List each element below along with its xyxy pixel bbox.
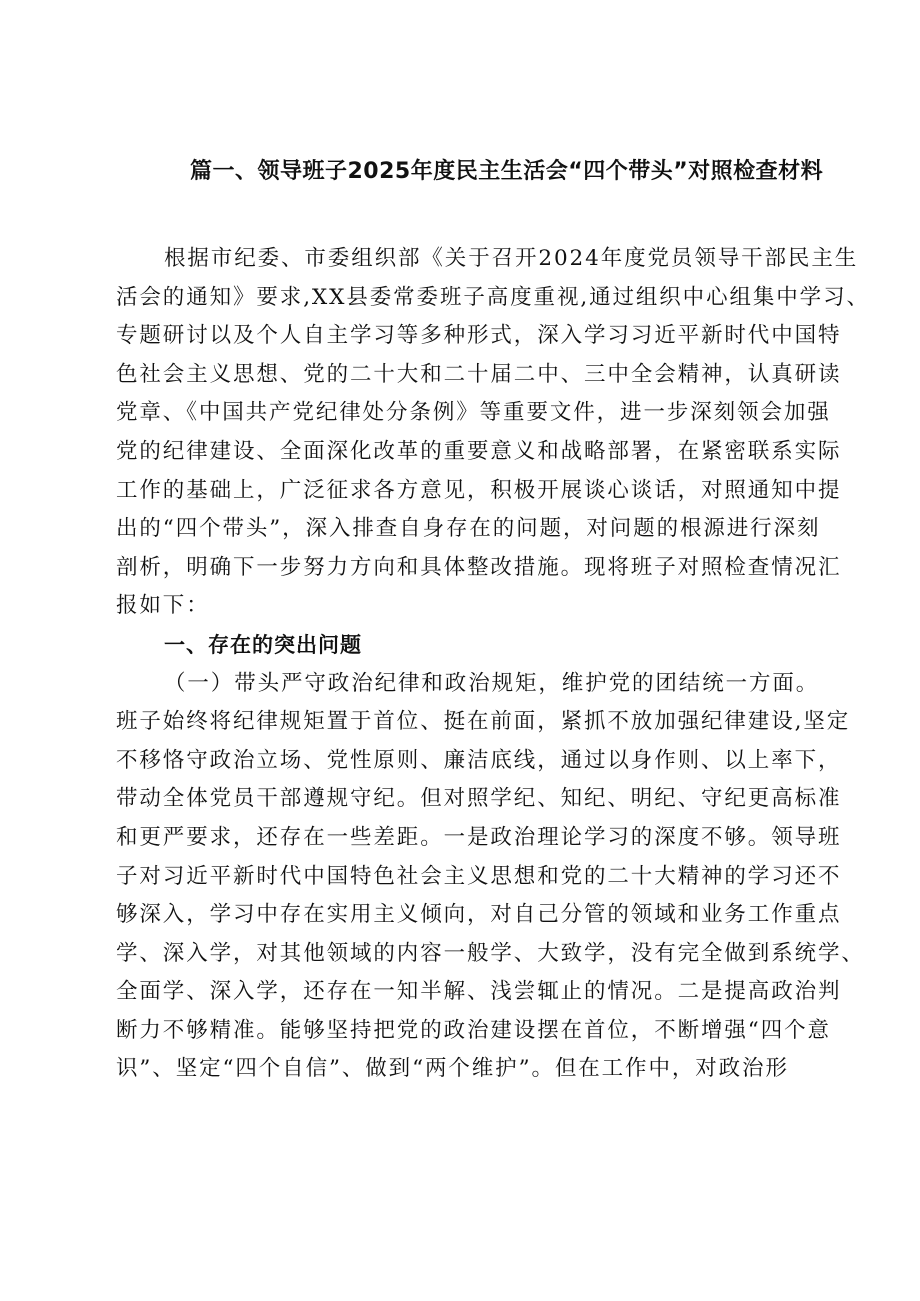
document-body xyxy=(116,240,870,1089)
section-paragraph xyxy=(116,665,865,1090)
paragraph-line: 够深入，学习中存在实用主义倾向，对自己分管的领域和业务工作重点 xyxy=(116,902,842,928)
paragraph-line: 出的“四个带头”，深入排查自身存在的问题，对问题的根源进行深刻 xyxy=(116,516,821,542)
section-heading: 一、存在的突出问题 xyxy=(164,632,362,657)
intro-paragraph xyxy=(116,240,870,626)
paragraph-line: 色社会主义思想、党的二十大和二十届二中、三中全会精神，认真研读 xyxy=(116,361,842,387)
paragraph-line: 工作的基础上，广泛征求各方意见，积极开展谈心谈话，对照通知中提 xyxy=(116,477,842,503)
paragraph-line: 子对习近平新时代中国特色社会主义思想和党的二十大精神的学习还不 xyxy=(116,863,842,889)
paragraph-line: 专题研讨以及个人自主学习等多种形式，深入学习习近平新时代中国特 xyxy=(116,323,842,349)
paragraph-line: 活会的通知》要求,XX县委常委班子高度重视,通过组织中心组集中学习、 xyxy=(116,284,870,310)
paragraph-line: 剖析，明确下一步努力方向和具体整改措施。现将班子对照检查情况汇 xyxy=(116,554,842,580)
document-title: 篇一、领导班子2025年度民主生活会“四个带头”对照检查材料 xyxy=(190,159,824,184)
paragraph-line: 带动全体党员干部遵规守纪。但对照学纪、知纪、明纪、守纪更高标准 xyxy=(116,786,842,812)
paragraph-line: 学、深入学，对其他领域的内容一般学、大致学，没有完全做到系统学、 xyxy=(116,940,865,966)
subsection-heading-line: （一）带头严守政治纪律和政治规矩，维护党的团结统一方面。 xyxy=(164,670,820,696)
paragraph-line: 党的纪律建设、全面深化改革的重要意义和战略部署，在紧密联系实际 xyxy=(116,438,842,464)
paragraph-line: 根据市纪委、市委组织部《关于召开2024年度党员领导干部民主生 xyxy=(164,246,859,271)
paragraph-line: 不移恪守政治立场、党性原则、廉洁底线，通过以身作则、以上率下， xyxy=(116,747,842,773)
paragraph-line: 党章、《中国共产党纪律处分条例》等重要文件，进一步深刻领会加强 xyxy=(116,400,831,426)
paragraph-line: 全面学、深入学，还存在一知半解、浅尝辄止的情况。二是提高政治判 xyxy=(116,979,842,1005)
paragraph-line: 报如下： xyxy=(116,593,210,619)
paragraph-line: 班子始终将纪律规矩置于首位、挺在前面，紧抓不放加强纪律建设,坚定 xyxy=(116,709,851,735)
paragraph-line: 识”、坚定“四个自信”、做到“两个维护”。但在工作中，对政治形 xyxy=(116,1056,789,1082)
paragraph-line: 断力不够精准。能够坚持把党的政治建设摆在首位，不断增强“四个意 xyxy=(116,1017,831,1043)
paragraph-line: 和更严要求，还存在一些差距。一是政治理论学习的深度不够。领导班 xyxy=(116,824,842,850)
